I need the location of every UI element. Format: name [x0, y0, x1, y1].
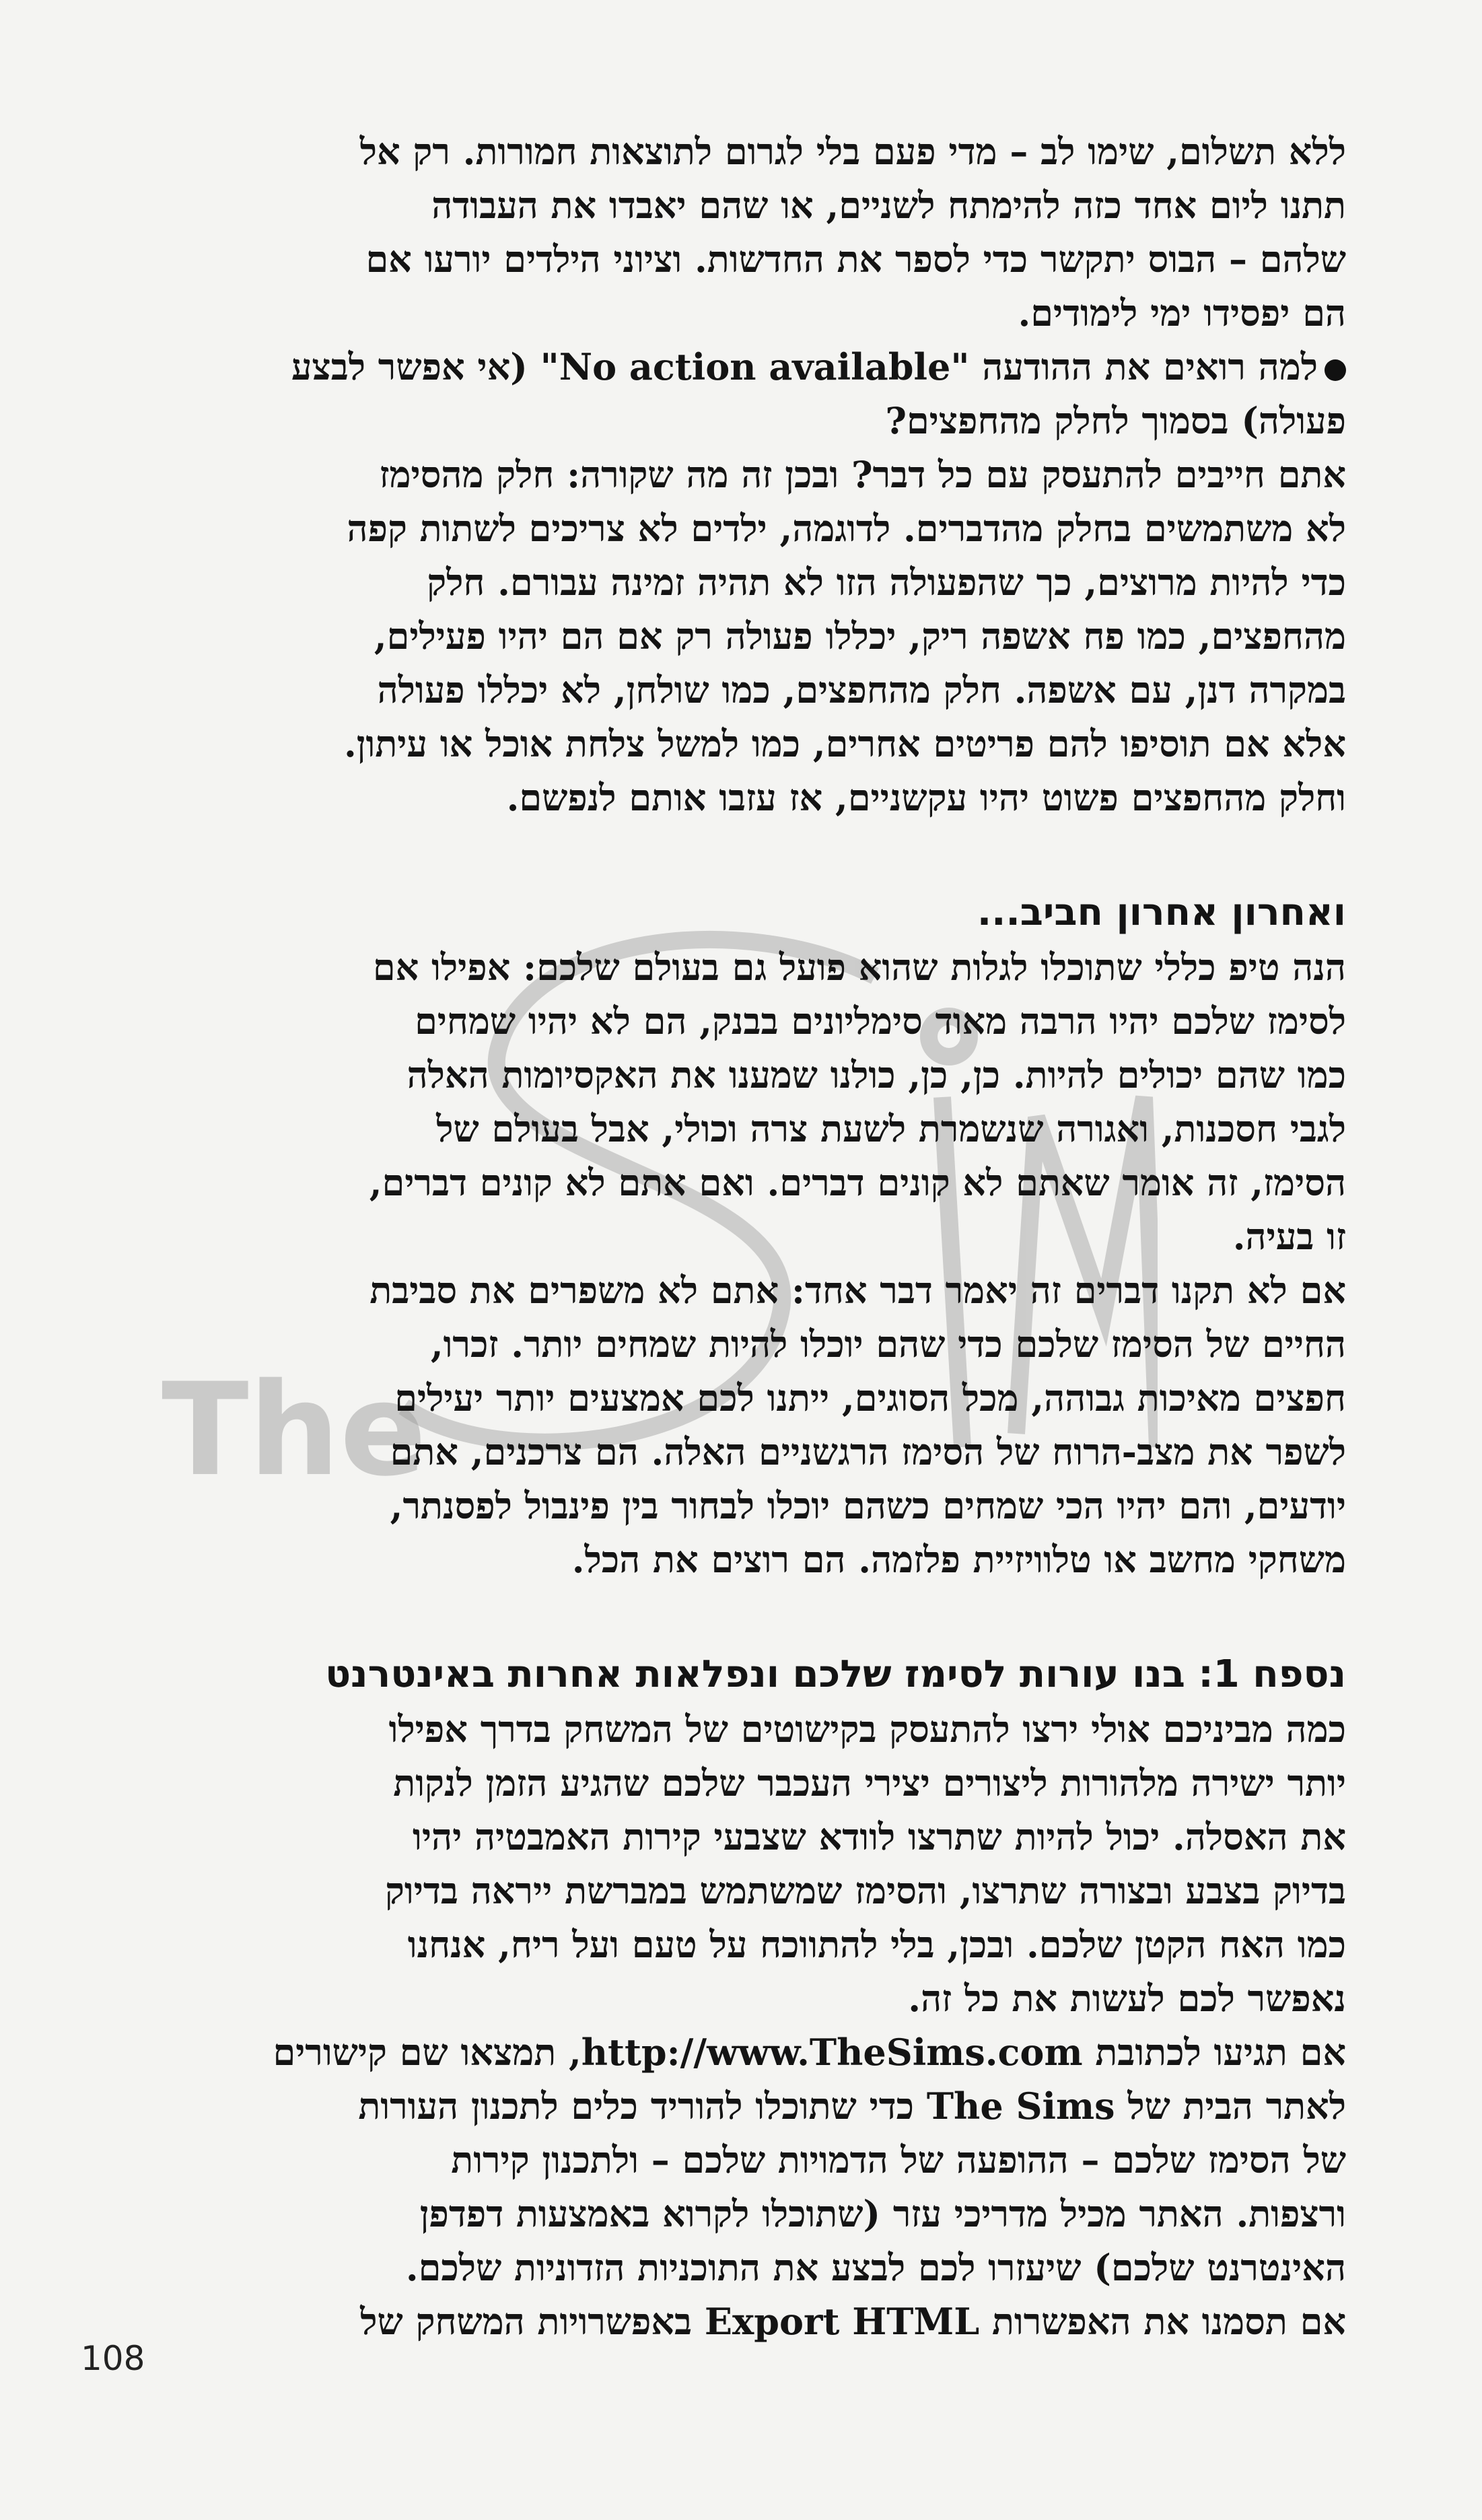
text-line: ללא תשלום, שימו לב – מדי פעם בלי לגרום לתוצאות חמורות. רק אל: [359, 130, 1346, 173]
text-line: אלא אם תוסיפו להם פריטים אחרים, כמו למשל צלחת אוכל או עיתון.: [343, 722, 1346, 765]
section-spacer: [162, 1586, 1346, 1647]
text-line: כדי להיות מרוצים, כך שהפעולה הזו לא תהיה זמינה עבורם. חלק: [427, 561, 1346, 604]
section-heading: נספח 1: בנו עורות לסימז שלכם ונפלאות אחרות באינטרנט: [325, 1652, 1346, 1696]
text-line: האינטרנט שלכם) שיעזרו לכם לבצע את התוכניות הזדוניות שלכם.: [405, 2246, 1346, 2289]
page-number: 108: [81, 2339, 145, 2378]
text-line: כמה מביניכם אולי ירצו להתעסק בקישוטים של המשחק בדרך אפילו: [388, 1708, 1346, 1751]
text-line: נאפשר לכם לעשות את כל זה.: [908, 1977, 1346, 2020]
bullet-icon: [1325, 359, 1346, 381]
text-line: זו בעיה.: [1232, 1215, 1346, 1258]
page-body: [162, 125, 1346, 2348]
text-line: חפצים מאיכות גבוהה, מכל הסוגים, ייתנו לכם אמצעים יותר יעילים: [394, 1376, 1346, 1420]
question-text: למה רואים את ההודעה "No action available" (אי אפשר לבצע: [291, 345, 1318, 388]
text-line: משחקי מחשב או טלוויזיית פלזמה. הם רוצים את הכל.: [571, 1538, 1346, 1581]
text-line: תתנו ליום אחד כזה להימתח לשניים, או שהם יאבדו את העבודה: [431, 184, 1346, 227]
watermark-text: The: [162, 1356, 427, 1504]
text-line: הנה טיפ כללי שתוכלו לגלות שהוא פועל גם בעולם שלכם: אפילו אם: [372, 946, 1346, 989]
question-line: פעולה) בסמוך לחלק מהחפצים?: [885, 399, 1346, 442]
text-line: אם לא תקנו דברים זה יאמר דבר אחד: אתם לא משפרים את סביבת: [369, 1269, 1346, 1312]
text-line: הם יפסידו ימי לימודים.: [1018, 291, 1346, 335]
text-line: אם תגיעו לכתובת http://www.TheSims.com, תמצאו שם קישורים: [273, 2031, 1346, 2074]
text-line: וחלק מהחפצים פשוט יהיו עקשניים, אז עזבו אותם לנפשם.: [506, 776, 1346, 819]
text-line: אם תסמנו את האפשרות Export HTML באפשרויות המשחק של: [360, 2300, 1346, 2343]
section-spacer: [162, 825, 1346, 885]
text-line: יותר ישירה מלהורות ליצורים יצירי העכבר שלכם שהגיע הזמן לנקות: [393, 1761, 1346, 1805]
text-line: שלהם – הבוס יתקשר כדי לספר את החדשות. וציוני הילדים יורעו אם: [365, 238, 1346, 281]
text-line: מהחפצים, כמו פח אשפה ריק, יכללו פעולה רק אם הם יהיו פעילים,: [374, 615, 1346, 658]
text-line: את האסלה. יכול להיות שתרצו לוודא שצבעי קירות האמבטיה יהיו: [413, 1815, 1346, 1858]
faq-question: [162, 340, 1346, 448]
intro-paragraph: [162, 125, 1346, 340]
section-last-tip: [162, 885, 1346, 1586]
text-line: ורצפות. האתר מכיל מדריכי עזר (שתוכלו לקרוא באמצעות דפדפן: [419, 2192, 1346, 2235]
question-line: [162, 340, 1346, 394]
text-line: לאתר הבית של The Sims כדי שתוכלו להוריד כלים לתכנון העורות: [358, 2085, 1346, 2128]
text-line: כמו האח הקטן שלכם. ובכן, בלי להתווכח על טעם ועל ריח, אנחנו: [407, 1923, 1346, 1966]
text-line: כמו שהם יכולים להיות. כן, כן, כולנו שמענו את האקסיומות האלה: [407, 1053, 1346, 1096]
text-line: לא משתמשים בחלק מהדברים. לדוגמה, ילדים לא צריכים לשתות קפה: [347, 507, 1346, 550]
text-line: החיים של הסימז שלכם כדי שהם יוכלו להיות שמחים יותר. זכרו,: [430, 1323, 1346, 1366]
text-line: לשפר את מצב-הרוח של הסימז הרגשניים האלה. הם צרכנים, אתם: [390, 1430, 1346, 1473]
text-line: בדיוק בצבע ובצורה שתרצו, והסימז שמשתמש במברשת ייראה בדיוק: [385, 1869, 1346, 1912]
text-line: אתם חייבים להתעסק עם כל דבר? ובכן זה מה שקורה: חלק מהסימז: [379, 453, 1346, 496]
text-line: יודעים, והם יהיו הכי שמחים כשהם יוכלו לבחור בין פינבול לפסנתר,: [390, 1484, 1346, 1527]
section-appendix-1: [162, 1647, 1346, 2348]
text-line: של הסימז שלכם – ההופעה של הדמויות שלכם – ולתכנון קירות: [451, 2138, 1346, 2181]
text-line: במקרה דנן, עם אשפה. חלק מהחפצים, כמו שולחן, לא יכללו פעולה: [377, 668, 1346, 711]
text-line: הסימז, זה אומר שאתם לא קונים דברים. ואם אתם לא קונים דברים,: [369, 1161, 1346, 1204]
faq-answer: [162, 448, 1346, 825]
section-heading: ואחרון אחרון חביב...: [977, 890, 1346, 934]
text-line: לסימז שלכם יהיו הרבה מאוד סימליונים בבנק, הם לא יהיו שמחים: [415, 1000, 1346, 1043]
text-line: לגבי חסכנות, ואגורה שנשמרת לשעת צרה וכולי, אבל בעולם של: [436, 1107, 1346, 1150]
